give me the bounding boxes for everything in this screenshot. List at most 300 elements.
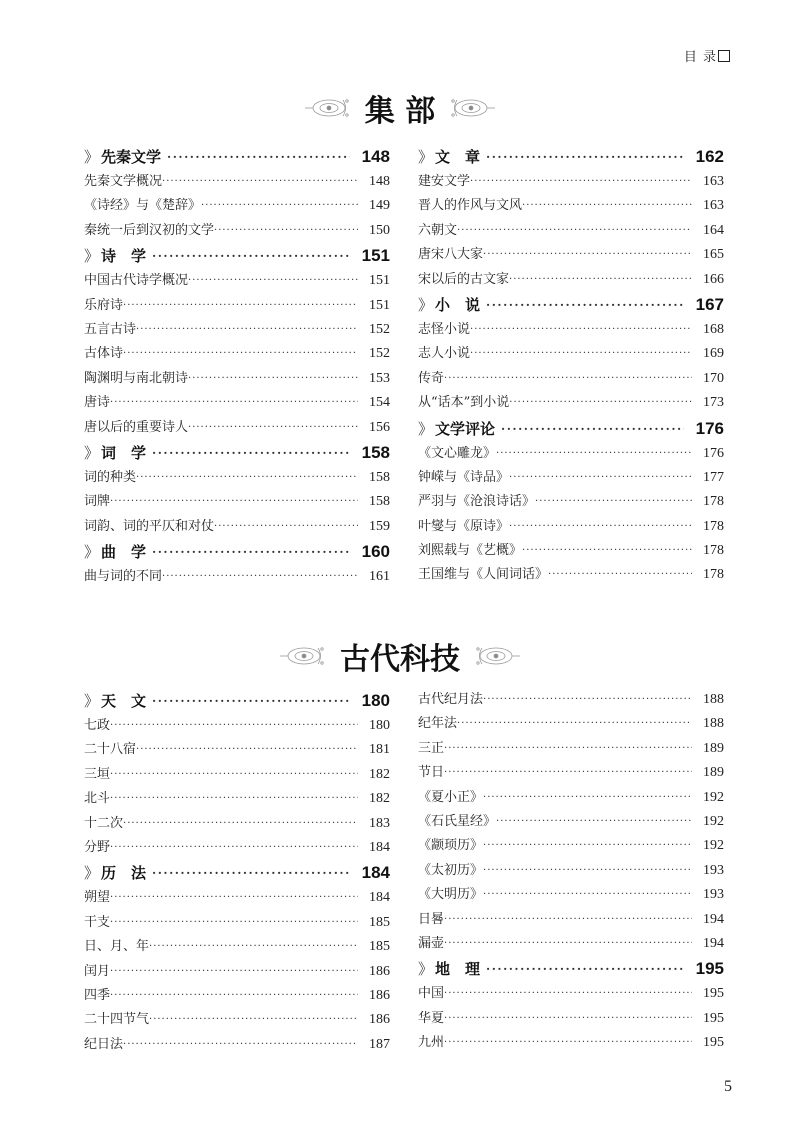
toc-entry[interactable]: [84, 960, 390, 984]
chapter-title: 历 法: [101, 864, 147, 883]
toc-page-number: 183: [369, 815, 390, 831]
toc-entry[interactable]: [418, 810, 724, 834]
dot-leader: [470, 318, 692, 342]
toc-entry[interactable]: [84, 294, 390, 318]
section-title-text: 古代科技: [340, 642, 460, 677]
chapter-title: 先秦文学: [101, 148, 162, 166]
toc-page-number: 189: [703, 740, 724, 756]
dot-leader: [501, 416, 684, 442]
toc-column-jibu-right: [418, 144, 724, 588]
toc-entry-label: 唐以后的重要诗人: [84, 419, 189, 435]
toc-page-number: 186: [369, 963, 390, 979]
toc-entry[interactable]: [418, 170, 724, 194]
toc-entry-label: 《颛顼历》: [418, 838, 484, 854]
toc-page-number: 153: [369, 370, 390, 386]
toc-entry[interactable]: [418, 243, 724, 267]
toc-chapter-heading[interactable]: [418, 956, 724, 982]
toc-page-number: 195: [703, 1035, 724, 1051]
dot-leader: [509, 391, 692, 415]
toc-entry-label: 三正: [418, 740, 445, 756]
toc-entry-label: 志怪小说: [418, 321, 471, 337]
dot-leader: [123, 812, 358, 836]
dot-leader: [483, 883, 692, 907]
toc-entry-label: [418, 292, 480, 318]
toc-page-number: 163: [703, 198, 724, 214]
dot-leader: [123, 294, 358, 318]
dot-leader: [110, 911, 358, 935]
toc-entry[interactable]: [418, 1007, 724, 1031]
toc-page-number: 158: [361, 442, 390, 462]
toc-entry[interactable]: [84, 763, 390, 787]
dot-leader: [444, 761, 692, 785]
toc-entry[interactable]: [84, 787, 390, 811]
dot-leader: [152, 860, 350, 886]
toc-entry[interactable]: [418, 442, 724, 466]
toc-entry-label: [84, 688, 146, 714]
toc-entry-label: [418, 416, 495, 442]
toc-entry[interactable]: [418, 539, 724, 563]
toc-page-number: 178: [703, 543, 724, 559]
toc-entry[interactable]: [84, 170, 390, 194]
toc-entry-label: 建安文学: [418, 174, 471, 189]
chapter-title: 曲 学: [101, 543, 147, 562]
toc-entry-label: 钟嵘与《诗品》: [418, 469, 510, 485]
toc-chapter-heading[interactable]: [84, 440, 390, 466]
toc-entry[interactable]: [418, 908, 724, 932]
toc-entry-label: 先秦文学概况: [84, 174, 163, 189]
toc-entry[interactable]: [84, 269, 390, 293]
toc-entry-label: 词的种类: [84, 469, 137, 485]
toc-page-number: 149: [369, 198, 390, 214]
toc-entry[interactable]: [84, 391, 390, 415]
dot-leader: [444, 367, 692, 391]
toc-entry-label: 七政: [84, 718, 111, 733]
toc-entry-label: 刘熙载与《艺概》: [418, 543, 523, 559]
toc-chapter-heading[interactable]: [418, 416, 724, 442]
toc-page-number: 187: [369, 1036, 390, 1052]
chevron-marker-icon: 》: [418, 419, 434, 438]
toc-page-number: 166: [703, 271, 724, 287]
toc-entry-label: [84, 539, 146, 565]
toc-entry-label: [84, 243, 146, 269]
dot-leader: [483, 243, 692, 267]
toc-entry-label: 纪年法: [418, 716, 458, 732]
toc-entry[interactable]: [84, 984, 390, 1008]
chapter-title: 天 文: [101, 692, 147, 710]
toc-entry-label: 传奇: [418, 370, 445, 386]
toc-page-number: 178: [703, 518, 724, 534]
toc-page-number: 177: [703, 469, 724, 485]
chevron-marker-icon: 》: [418, 148, 434, 166]
toc-entry[interactable]: [418, 859, 724, 883]
toc-entry-label: 词牌: [84, 494, 111, 510]
toc-page-number: 162: [695, 147, 724, 166]
dot-leader: [444, 737, 692, 761]
section-title-text: 集 部: [364, 94, 436, 129]
toc-page-number: 156: [369, 419, 390, 435]
toc-entry-label: 《石氏星经》: [418, 813, 497, 829]
toc-entry-label: 曲与词的不同: [84, 569, 163, 585]
toc-entry-label: 日、月、年: [84, 939, 150, 955]
dot-leader: [483, 786, 692, 810]
toc-page-number: 167: [695, 294, 724, 314]
toc-page-number: 184: [369, 890, 390, 906]
toc-entry-label: 北斗: [84, 791, 111, 807]
chevron-marker-icon: 》: [84, 443, 100, 462]
toc-page-number: 176: [703, 445, 724, 461]
square-box-icon: [718, 50, 730, 62]
dot-leader: [149, 935, 358, 959]
dot-leader: [162, 565, 358, 589]
toc-page-number: 195: [695, 959, 724, 979]
toc-entry-label: 晋人的作风与文风: [418, 198, 523, 214]
dot-leader: [496, 810, 692, 834]
toc-page-number: 161: [369, 569, 390, 585]
chevron-marker-icon: 》: [84, 247, 100, 266]
section-title-jibu: [0, 86, 800, 130]
toc-page-number: 164: [703, 222, 724, 238]
chapter-title: 地 理: [435, 960, 481, 979]
toc-column-gudaikeji-right: [418, 688, 724, 1055]
toc-page-number: 193: [703, 862, 724, 878]
dot-leader: [496, 442, 692, 466]
dot-leader: [444, 1007, 692, 1031]
toc-page-number: 188: [703, 716, 724, 732]
toc-chapter-heading[interactable]: [84, 243, 390, 269]
toc-entry-label: 二十八宿: [84, 742, 137, 758]
toc-page-number: 186: [369, 1012, 390, 1028]
dot-leader: [152, 688, 350, 714]
toc-entry[interactable]: [418, 761, 724, 785]
dot-leader: [152, 539, 350, 565]
toc-entry[interactable]: [84, 714, 390, 738]
toc-page-number: 150: [369, 222, 390, 238]
section-title-gudaikeji: [0, 634, 800, 678]
toc-chapter-heading[interactable]: [418, 144, 724, 170]
toc-chapter-heading[interactable]: [84, 539, 390, 565]
toc-entry-label: 志人小说: [418, 346, 471, 362]
chevron-marker-icon: 》: [418, 295, 434, 314]
toc-page-number: 184: [361, 863, 390, 883]
toc-entry-label: 秦统一后到汉初的文学: [84, 222, 215, 238]
chevron-marker-icon: 》: [84, 543, 100, 562]
chevron-marker-icon: 》: [84, 692, 100, 710]
toc-entry[interactable]: [84, 1008, 390, 1032]
dot-leader: [457, 219, 692, 243]
toc-page-number: 194: [703, 935, 724, 951]
chevron-marker-icon: 》: [84, 864, 100, 883]
chapter-title: 文学评论: [435, 419, 496, 438]
toc-entry-label: 唐宋八大家: [418, 247, 484, 263]
dot-leader: [214, 219, 358, 243]
dot-leader: [548, 563, 692, 587]
dot-leader: [136, 738, 358, 762]
toc-chapter-heading[interactable]: [84, 860, 390, 886]
toc-entry-label: 五言古诗: [84, 321, 137, 337]
dot-leader: [167, 144, 350, 170]
chapter-title: 文 章: [435, 148, 481, 166]
chevron-marker-icon: 》: [84, 148, 100, 166]
toc-page-number: 152: [369, 346, 390, 362]
toc-entry[interactable]: [418, 490, 724, 514]
dot-leader: [486, 956, 684, 982]
toc-page-number: 151: [369, 297, 390, 313]
toc-entry-label: 词韵、词的平仄和对仗: [84, 518, 215, 534]
dot-leader: [152, 440, 350, 466]
dot-leader: [483, 834, 692, 858]
toc-page-number: 195: [703, 986, 724, 1002]
chapter-title: 小 说: [435, 295, 481, 314]
toc-entry[interactable]: [84, 490, 390, 514]
toc-chapter-heading[interactable]: [418, 292, 724, 318]
running-head: [684, 46, 730, 65]
toc-entry[interactable]: [84, 1033, 390, 1057]
toc-entry[interactable]: [84, 886, 390, 910]
toc-entry-label: 古代纪月法: [418, 692, 484, 707]
toc-page-number: 154: [369, 395, 390, 411]
dot-leader: [136, 466, 358, 490]
toc-entry[interactable]: [84, 367, 390, 391]
toc-page-number: 158: [369, 494, 390, 510]
toc-page-number: 192: [703, 789, 724, 805]
dot-leader: [110, 763, 358, 787]
toc-entry[interactable]: [84, 836, 390, 860]
toc-page-number: 170: [703, 370, 724, 386]
chapter-title: 诗 学: [101, 247, 147, 266]
toc-entry[interactable]: [418, 219, 724, 243]
toc-entry-label: 闰月: [84, 963, 111, 979]
toc-page-number: 182: [369, 791, 390, 807]
toc-entry-label: 华夏: [418, 1010, 445, 1026]
dot-leader: [152, 243, 350, 269]
toc-entry[interactable]: [84, 738, 390, 762]
toc-page-number: 160: [361, 542, 390, 562]
dot-leader: [188, 416, 358, 440]
toc-entry-label: 《大明历》: [418, 887, 484, 903]
toc-entry-label: [84, 860, 146, 886]
dot-leader: [136, 318, 358, 342]
dot-leader: [509, 268, 692, 292]
toc-entry-label: 叶燮与《原诗》: [418, 518, 510, 534]
toc-page-number: 180: [369, 718, 390, 733]
dot-leader: [509, 466, 692, 490]
toc-page-number: 185: [369, 914, 390, 930]
toc-entry-label: 日晷: [418, 911, 445, 927]
dot-leader: [110, 886, 358, 910]
dot-leader: [110, 787, 358, 811]
toc-chapter-heading[interactable]: [84, 144, 390, 170]
toc-entry[interactable]: [84, 812, 390, 836]
dot-leader: [444, 908, 692, 932]
toc-entry[interactable]: [418, 342, 724, 366]
toc-entry[interactable]: [418, 688, 724, 712]
toc-page-number: 148: [361, 147, 390, 166]
toc-entry-label: 《文心雕龙》: [418, 445, 497, 461]
toc-page-number: 181: [369, 742, 390, 758]
floral-ornament-right-icon: [449, 97, 497, 119]
toc-entry[interactable]: [418, 268, 724, 292]
toc-page-number: 194: [703, 911, 724, 927]
toc-entry[interactable]: [84, 318, 390, 342]
toc-entry-label: [84, 440, 146, 466]
toc-entry[interactable]: [418, 932, 724, 956]
toc-entry-label: [418, 144, 480, 170]
dot-leader: [457, 712, 692, 736]
dot-leader: [188, 367, 358, 391]
toc-page-number: 192: [703, 838, 724, 854]
dot-leader: [214, 515, 358, 539]
toc-entry[interactable]: [418, 982, 724, 1006]
toc-entry-label: 三垣: [84, 766, 111, 782]
toc-page-number: 195: [703, 1010, 724, 1026]
toc-entry-label: [418, 956, 480, 982]
toc-entry[interactable]: [418, 883, 724, 907]
toc-page-number: 178: [703, 567, 724, 583]
toc-entry[interactable]: [418, 563, 724, 587]
dot-leader: [444, 1031, 692, 1055]
toc-entry-label: 宋以后的古文家: [418, 271, 510, 287]
dot-leader: [110, 836, 358, 860]
toc-entry-label: 九州: [418, 1035, 445, 1051]
toc-entry-label: 《夏小正》: [418, 789, 484, 805]
dot-leader: [483, 859, 692, 883]
toc-page-number: 151: [361, 246, 390, 266]
toc-column-gudaikeji-left: [84, 688, 390, 1057]
toc-entry-label: 唐诗: [84, 395, 111, 411]
toc-page-number: 189: [703, 765, 724, 781]
toc-entry-label: 中国: [418, 986, 445, 1002]
toc-entry[interactable]: [418, 786, 724, 810]
dot-leader: [522, 194, 692, 218]
toc-page-number: 186: [369, 987, 390, 1003]
toc-entry[interactable]: [84, 935, 390, 959]
toc-entry[interactable]: [418, 515, 724, 539]
toc-entry[interactable]: [84, 911, 390, 935]
toc-entry-label: 干支: [84, 914, 111, 930]
running-head-text: 目 录: [683, 50, 717, 65]
toc-page-number: 182: [369, 766, 390, 782]
toc-entry[interactable]: [418, 737, 724, 761]
toc-entry[interactable]: [84, 219, 390, 243]
toc-entry-label: 严羽与《沧浪诗话》: [418, 494, 536, 510]
toc-entry[interactable]: [418, 367, 724, 391]
toc-page-number: 188: [703, 692, 724, 707]
chevron-marker-icon: 》: [418, 960, 434, 979]
toc-entry-label: 从“话本”到小说: [418, 395, 510, 411]
dot-leader: [149, 1008, 358, 1032]
toc-entry-label: 中国古代诗学概况: [84, 273, 189, 289]
page-number: 5: [724, 1078, 732, 1095]
toc-entry-label: 《太初历》: [418, 862, 484, 878]
toc-page-number: 178: [703, 494, 724, 510]
toc-entry[interactable]: [84, 416, 390, 440]
toc-page-number: 163: [703, 174, 724, 189]
dot-leader: [201, 194, 358, 218]
toc-entry[interactable]: [418, 1031, 724, 1055]
toc-entry[interactable]: [418, 318, 724, 342]
chapter-title: 词 学: [101, 443, 147, 462]
dot-leader: [483, 688, 692, 712]
dot-leader: [486, 144, 684, 170]
dot-leader: [110, 490, 358, 514]
toc-entry[interactable]: [84, 342, 390, 366]
floral-ornament-left-icon: [278, 645, 326, 667]
toc-entry-label: 六朝文: [418, 222, 458, 238]
dot-leader: [110, 391, 358, 415]
toc-entry[interactable]: [418, 194, 724, 218]
toc-entry-label: 乐府诗: [84, 297, 124, 313]
toc-entry-label: 二十四节气: [84, 1012, 150, 1028]
toc-entry[interactable]: [418, 466, 724, 490]
floral-ornament-right-icon: [474, 645, 522, 667]
toc-entry-label: 漏壶: [418, 935, 445, 951]
dot-leader: [110, 960, 358, 984]
toc-entry-label: 朔望: [84, 890, 111, 906]
toc-entry[interactable]: [84, 515, 390, 539]
dot-leader: [522, 539, 692, 563]
toc-page-number: 185: [369, 939, 390, 955]
dot-leader: [486, 292, 684, 318]
toc-page-number: 148: [369, 174, 390, 189]
toc-entry-label: 十二次: [84, 815, 124, 831]
toc-entry-label: 纪日法: [84, 1036, 124, 1052]
dot-leader: [470, 342, 692, 366]
toc-page-number: 169: [703, 346, 724, 362]
dot-leader: [509, 515, 692, 539]
toc-page-number: 158: [369, 469, 390, 485]
toc-entry[interactable]: [84, 565, 390, 589]
toc-entry[interactable]: [418, 834, 724, 858]
dot-leader: [470, 170, 692, 194]
toc-page-number: 151: [369, 273, 390, 289]
dot-leader: [110, 714, 358, 738]
toc-entry[interactable]: [418, 391, 724, 415]
toc-page-number: 192: [703, 813, 724, 829]
toc-page-number: 165: [703, 247, 724, 263]
toc-entry-label: 王国维与《人间词话》: [418, 567, 549, 583]
toc-page-number: 180: [361, 691, 390, 710]
dot-leader: [444, 932, 692, 956]
dot-leader: [123, 1033, 358, 1057]
dot-leader: [188, 269, 358, 293]
toc-page-number: 176: [695, 418, 724, 438]
toc-page-number: 159: [369, 518, 390, 534]
toc-entry-label: 古体诗: [84, 346, 124, 362]
toc-entry-label: 陶渊明与南北朝诗: [84, 370, 189, 386]
toc-entry[interactable]: [84, 194, 390, 218]
dot-leader: [110, 984, 358, 1008]
toc-page-number: 168: [703, 321, 724, 337]
toc-entry-label: [84, 144, 161, 170]
toc-page-number: 184: [369, 839, 390, 855]
dot-leader: [535, 490, 692, 514]
toc-chapter-heading[interactable]: [84, 688, 390, 714]
toc-entry[interactable]: [84, 466, 390, 490]
dot-leader: [444, 982, 692, 1006]
toc-page-number: 173: [703, 395, 724, 411]
toc-page-number: 193: [703, 887, 724, 903]
dot-leader: [162, 170, 358, 194]
toc-entry[interactable]: [418, 712, 724, 736]
toc-column-jibu-left: [84, 144, 390, 589]
toc-entry-label: 四季: [84, 987, 111, 1003]
toc-entry-label: 分野: [84, 839, 111, 855]
dot-leader: [123, 342, 358, 366]
toc-entry-label: 节日: [418, 765, 445, 781]
toc-page-number: 152: [369, 321, 390, 337]
floral-ornament-left-icon: [303, 97, 351, 119]
toc-entry-label: 《诗经》与《楚辞》: [84, 198, 202, 214]
